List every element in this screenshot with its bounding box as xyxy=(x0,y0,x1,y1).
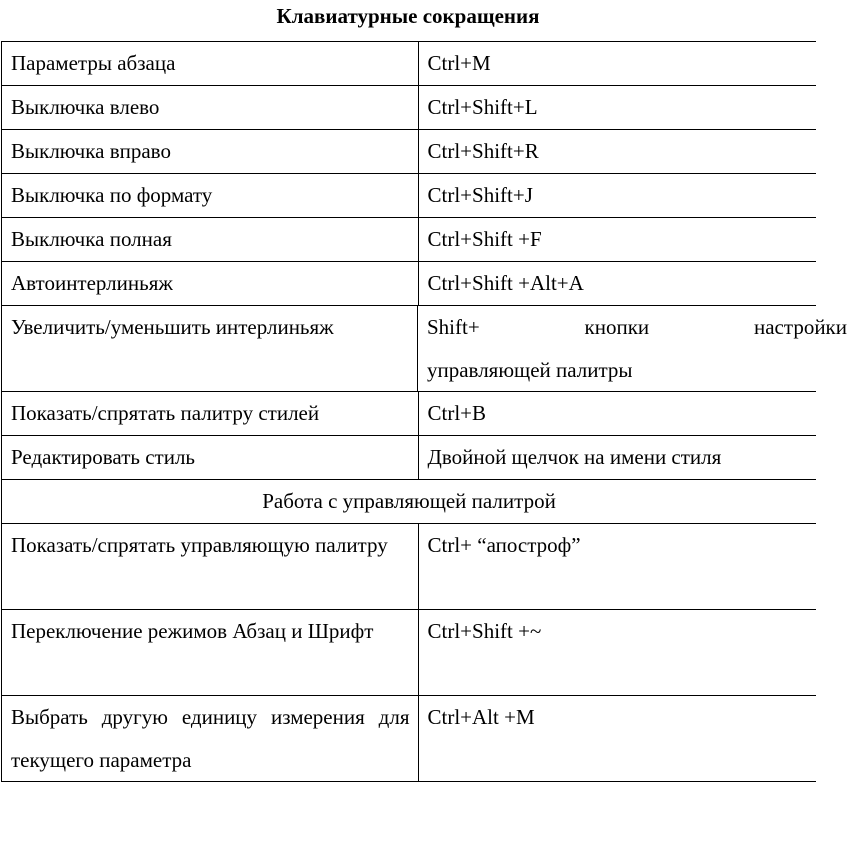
shortcut-cell: Ctrl+Shift +~ xyxy=(427,619,542,643)
table-row xyxy=(1,174,816,218)
shortcut-cell: Ctrl+Shift +Alt+A xyxy=(427,271,584,295)
shortcut-cell: Ctrl+Alt +M xyxy=(427,705,535,729)
action-cell: Выключка по формату xyxy=(2,174,419,217)
table-row xyxy=(1,610,816,696)
shortcuts-table xyxy=(1,41,847,782)
table-row xyxy=(1,86,816,130)
shortcut-cell: Ctrl+B xyxy=(427,401,487,425)
action-cell: Увеличить/уменьшить интерлиньяж xyxy=(2,306,418,391)
table-row xyxy=(1,436,816,480)
action-cell: Показать/спрятать управляющую палитру xyxy=(2,524,419,609)
table-row xyxy=(1,696,816,782)
shortcut-cell xyxy=(418,306,847,391)
shortcut-word: кнопки xyxy=(584,315,650,339)
shortcut-cell: Ctrl+Shift+L xyxy=(427,95,538,119)
table-row xyxy=(1,130,816,174)
action-cell: Автоинтерлиньяж xyxy=(2,262,419,305)
shortcut-cell: Ctrl+Shift+R xyxy=(427,139,539,163)
action-cell: Выключка полная xyxy=(2,218,419,261)
shortcut-line-1 xyxy=(427,306,847,349)
shortcut-cell: Ctrl+Shift+J xyxy=(427,183,533,207)
action-cell: Выключка влево xyxy=(2,86,419,129)
table-row xyxy=(1,262,816,306)
table-row xyxy=(1,306,847,392)
shortcut-word: настройки xyxy=(754,315,847,339)
shortcut-cell: Ctrl+M xyxy=(427,51,491,75)
action-cell: Выключка вправо xyxy=(2,130,419,173)
action-cell: Переключение режимов Абзац и Шрифт xyxy=(2,610,419,695)
table-row xyxy=(1,392,816,436)
table-row xyxy=(1,218,816,262)
shortcut-cell: Ctrl+ “апостроф” xyxy=(427,533,581,557)
action-cell: Показать/спрятать палитру стилей xyxy=(2,392,419,435)
shortcut-word: Shift+ xyxy=(427,315,480,339)
shortcut-cell: Двойной щелчок на имени стиля xyxy=(427,445,722,469)
action-cell: Выбрать другую единицу измерения для текущего параметра xyxy=(2,696,419,781)
table-row xyxy=(1,524,816,610)
shortcut-line-2: управляющей палитры xyxy=(427,358,633,382)
page-title: Клавиатурные сокращения xyxy=(276,4,540,28)
shortcut-cell: Ctrl+Shift +F xyxy=(427,227,542,251)
action-cell: Редактировать стиль xyxy=(2,436,419,479)
table-row xyxy=(1,42,816,86)
section-header-row xyxy=(1,480,816,524)
action-cell: Параметры абзаца xyxy=(2,42,419,85)
section-header: Работа с управляющей палитрой xyxy=(262,489,556,513)
